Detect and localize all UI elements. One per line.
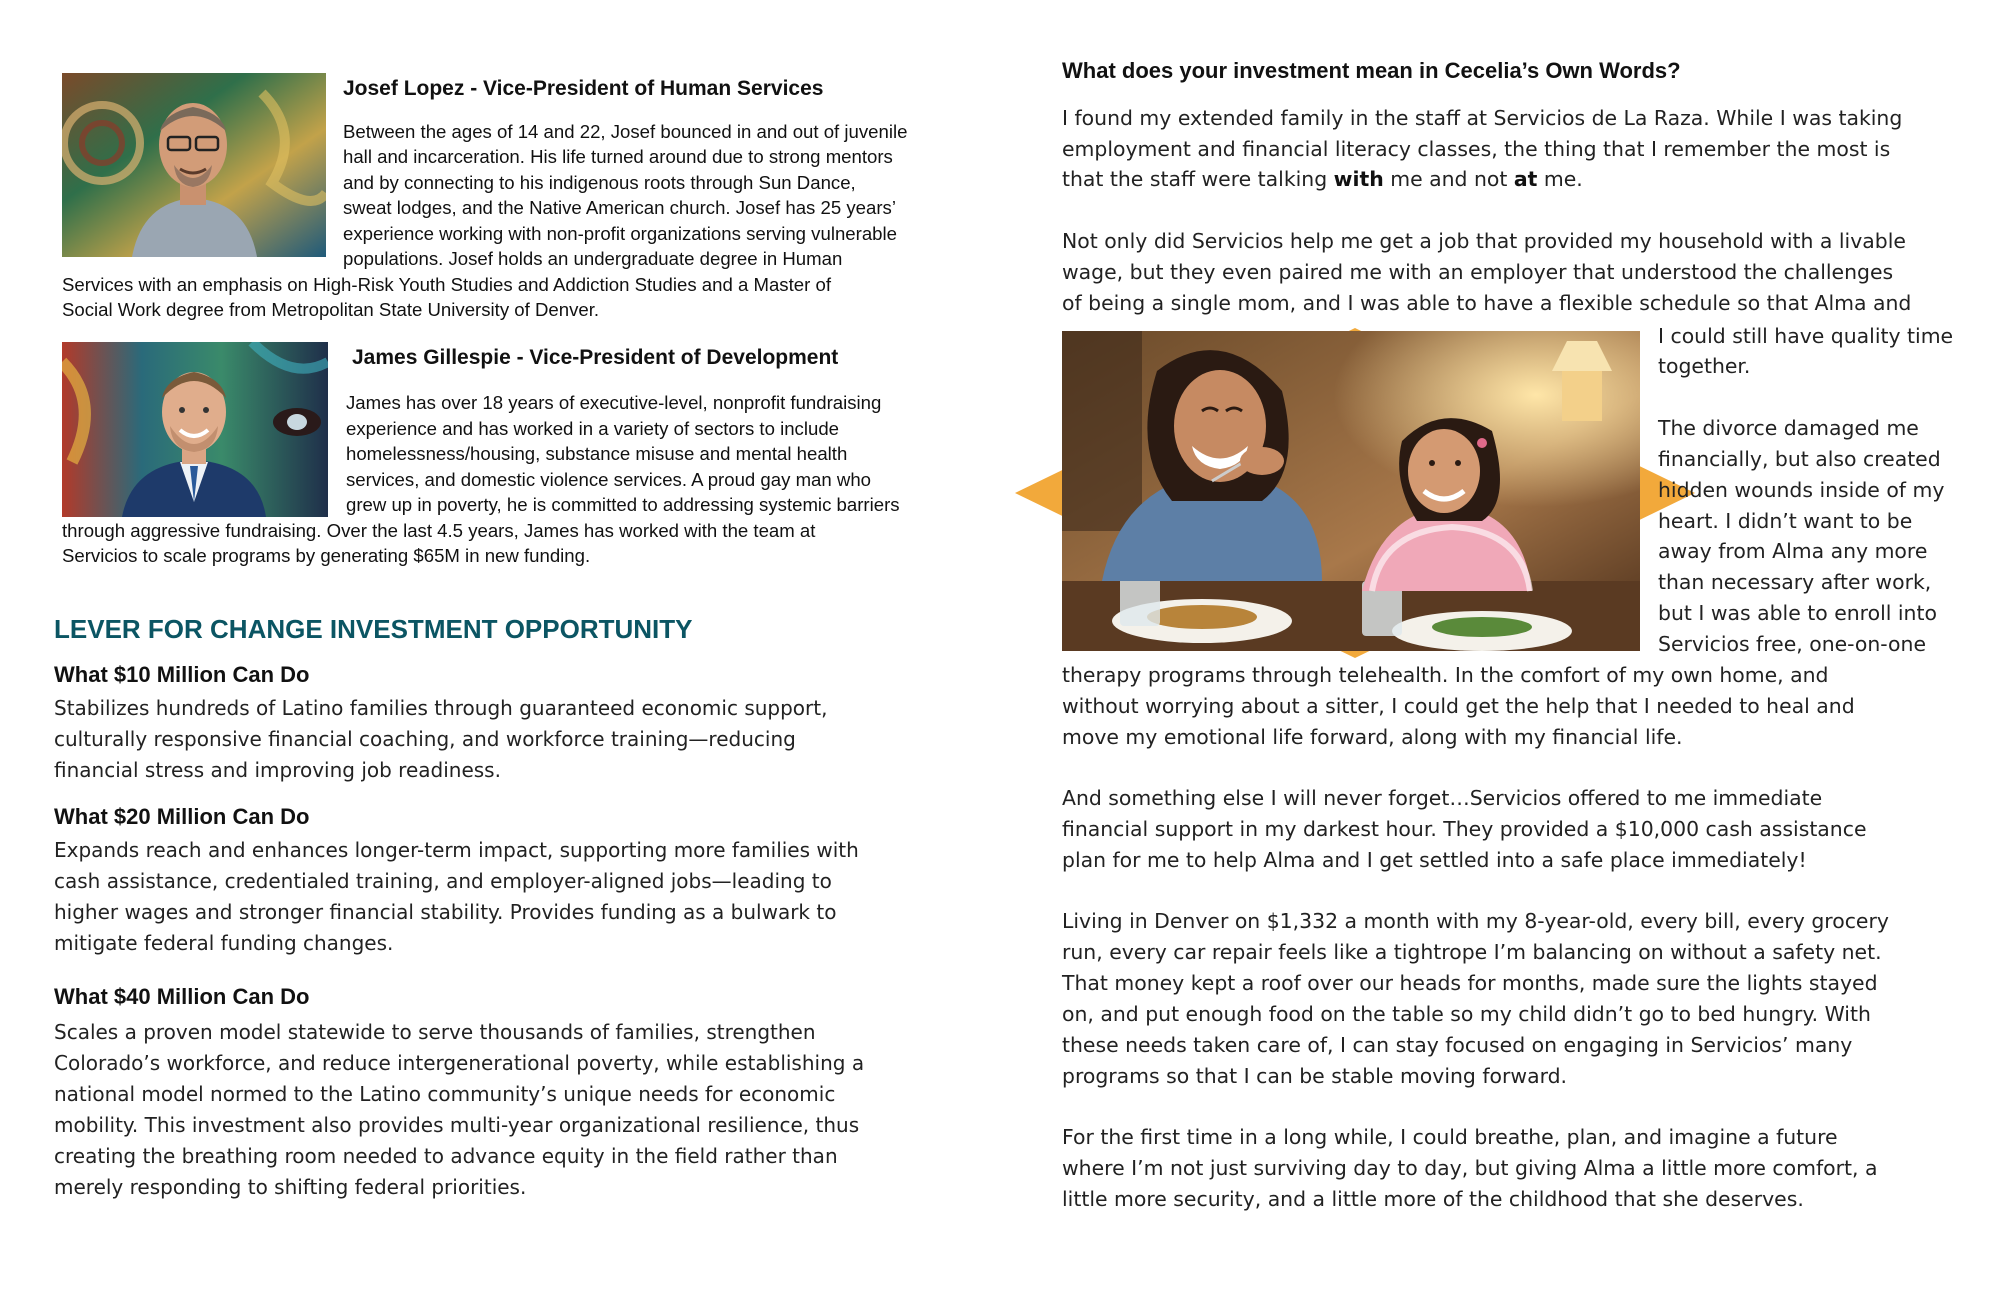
tier-body-10m: [54, 693, 974, 786]
portrait-man-glasses-icon: [62, 73, 326, 257]
story-line: without worrying about a sitter, I could get the help that I needed to heal and: [1062, 694, 1855, 718]
story-text: that the staff were talking: [1062, 167, 1334, 191]
tier-line: merely responding to shifting federal priorities.: [54, 1175, 527, 1199]
tier-line: mitigate federal funding changes.: [54, 931, 394, 955]
bio-line: homelessness/housing, substance misuse and mental health: [346, 443, 848, 464]
emphasis-with: with: [1333, 167, 1384, 191]
bio-line: Between the ages of 14 and 22, Josef bounced in and out of juvenile: [343, 121, 908, 142]
tier-line: mobility. This investment also provides multi-year organizational resilience, thus: [54, 1113, 860, 1137]
josef-lopez-photo: [62, 73, 326, 257]
story-photo: [1062, 331, 1640, 651]
story-line: hidden wounds inside of my: [1658, 478, 1945, 502]
bio-line: populations. Josef holds an undergraduate degree in Human: [343, 248, 843, 269]
james-gillespie-photo: [62, 342, 328, 517]
story-line: little more security, and a little more of the childhood that she deserves.: [1062, 1187, 1804, 1211]
portrait-man-suit-icon: [62, 342, 328, 517]
story-line: these needs taken care of, I can stay focused on engaging in Servicios’ many: [1062, 1033, 1853, 1057]
tier-body-20m: [54, 835, 974, 959]
bio-name-josef: Josef Lopez - Vice-President of Human Services: [343, 77, 824, 100]
story-text: me and not: [1383, 167, 1514, 191]
bio-line: services, and domestic violence services. A proud gay man who: [346, 469, 872, 490]
story-line: of being a single mom, and I was able to have a flexible schedule so that Alma and: [1062, 291, 1912, 315]
tier-title-10m: What $10 Million Can Do: [54, 662, 310, 687]
tier-line: culturally responsive financial coaching, and workforce training—reducing: [54, 727, 796, 751]
emphasis-at: at: [1513, 167, 1538, 191]
tier-line: financial stress and improving job readiness.: [54, 758, 501, 782]
story-line: financial support in my darkest hour. They provided a $10,000 cash assistance: [1062, 817, 1867, 841]
tier-body-40m: [54, 1017, 974, 1203]
tier-line: creating the breathing room needed to advance equity in the field rather than: [54, 1144, 838, 1168]
bio-line: Social Work degree from Metropolitan State University of Denver.: [62, 299, 600, 320]
bio-line: Services with an emphasis on High-Risk Youth Studies and Addiction Studies and a Master of: [62, 274, 831, 295]
story-line: plan for me to help Alma and I get settled into a safe place immediately!: [1062, 848, 1807, 872]
story-line: Servicios free, one-on-one: [1658, 632, 1926, 656]
story-line: I could still have quality time: [1658, 324, 1954, 348]
bio-line: and by connecting to his indigenous roots through Sun Dance,: [343, 172, 856, 193]
story-line: That money kept a roof over our heads for months, made sure the lights stayed: [1062, 971, 1878, 995]
tier-title-40m: What $40 Million Can Do: [54, 984, 310, 1009]
story-line: run, every car repair feels like a tightrope I’m balancing on without a safety net.: [1062, 940, 1882, 964]
story-text: me.: [1537, 167, 1583, 191]
story-line: away from Alma any more: [1658, 539, 1928, 563]
story-line: The divorce damaged me: [1658, 416, 1919, 440]
story-line: For the first time in a long while, I could breathe, plan, and imagine a future: [1062, 1125, 1838, 1149]
story-line: [1062, 164, 1583, 195]
bio-line: experience working with non-profit organizations serving vulnerable: [343, 223, 897, 244]
story-line: therapy programs through telehealth. In the comfort of my own home, and: [1062, 663, 1829, 687]
section-heading-investment: LEVER FOR CHANGE INVESTMENT OPPORTUNITY: [54, 614, 693, 644]
story-line: Not only did Servicios help me get a job that provided my household with a livable: [1062, 229, 1906, 253]
story-line: heart. I didn’t want to be: [1658, 509, 1913, 533]
story-line: move my emotional life forward, along with my financial life.: [1062, 725, 1683, 749]
tier-line: Colorado’s workforce, and reduce intergenerational poverty, while establishing a: [54, 1051, 865, 1075]
tier-line: national model normed to the Latino community’s unique needs for economic: [54, 1082, 836, 1106]
bio-line: grew up in poverty, he is committed to addressing systemic barriers: [346, 494, 900, 515]
tier-line: Stabilizes hundreds of Latino families through guaranteed economic support,: [54, 696, 828, 720]
bio-line: sweat lodges, and the Native American church. Josef has 25 years’: [343, 197, 896, 218]
story-line: programs so that I can be stable moving forward.: [1062, 1064, 1568, 1088]
story-line: where I’m not just surviving day to day, but giving Alma a little more comfort, a: [1062, 1156, 1878, 1180]
tier-line: Expands reach and enhances longer-term impact, supporting more families with: [54, 838, 859, 862]
bio-line: Servicios to scale programs by generating $65M in new funding.: [62, 545, 591, 566]
story-line: than necessary after work,: [1658, 570, 1932, 594]
story-line: wage, but they even paired me with an employer that understood the challenges: [1062, 260, 1894, 284]
bio-name-james: James Gillespie - Vice-President of Development: [352, 346, 839, 369]
tier-title-20m: What $20 Million Can Do: [54, 804, 310, 829]
tier-line: higher wages and stronger financial stability. Provides funding as a bulwark to: [54, 900, 837, 924]
mother-daughter-dinner-photo-icon: [1062, 331, 1640, 651]
bio-line: experience and has worked in a variety of sectors to include: [346, 418, 840, 439]
story-question-heading: What does your investment mean in Cecelia’s Own Words?: [1062, 58, 1681, 83]
bio-line: James has over 18 years of executive-level, nonprofit fundraising: [346, 392, 882, 413]
story-line: but I was able to enroll into: [1658, 601, 1937, 625]
story-line: I found my extended family in the staff at Servicios de La Raza. While I was taking: [1062, 106, 1903, 130]
story-line: on, and put enough food on the table so my child didn’t go to bed hungry. With: [1062, 1002, 1871, 1026]
bio-line: hall and incarceration. His life turned around due to strong mentors: [343, 146, 893, 167]
story-line: together.: [1658, 354, 1751, 378]
story-line: financially, but also created: [1658, 447, 1941, 471]
story-line: And something else I will never forget…Servicios offered to me immediate: [1062, 786, 1823, 810]
story-line: employment and financial literacy classes, the thing that I remember the most is: [1062, 137, 1891, 161]
tier-line: Scales a proven model statewide to serve thousands of families, strengthen: [54, 1020, 816, 1044]
tier-line: cash assistance, credentialed training, and employer-aligned jobs—leading to: [54, 869, 832, 893]
story-line: Living in Denver on $1,332 a month with my 8-year-old, every bill, every grocery: [1062, 909, 1889, 933]
bio-line: through aggressive fundraising. Over the last 4.5 years, James has worked with the team at: [62, 520, 816, 541]
